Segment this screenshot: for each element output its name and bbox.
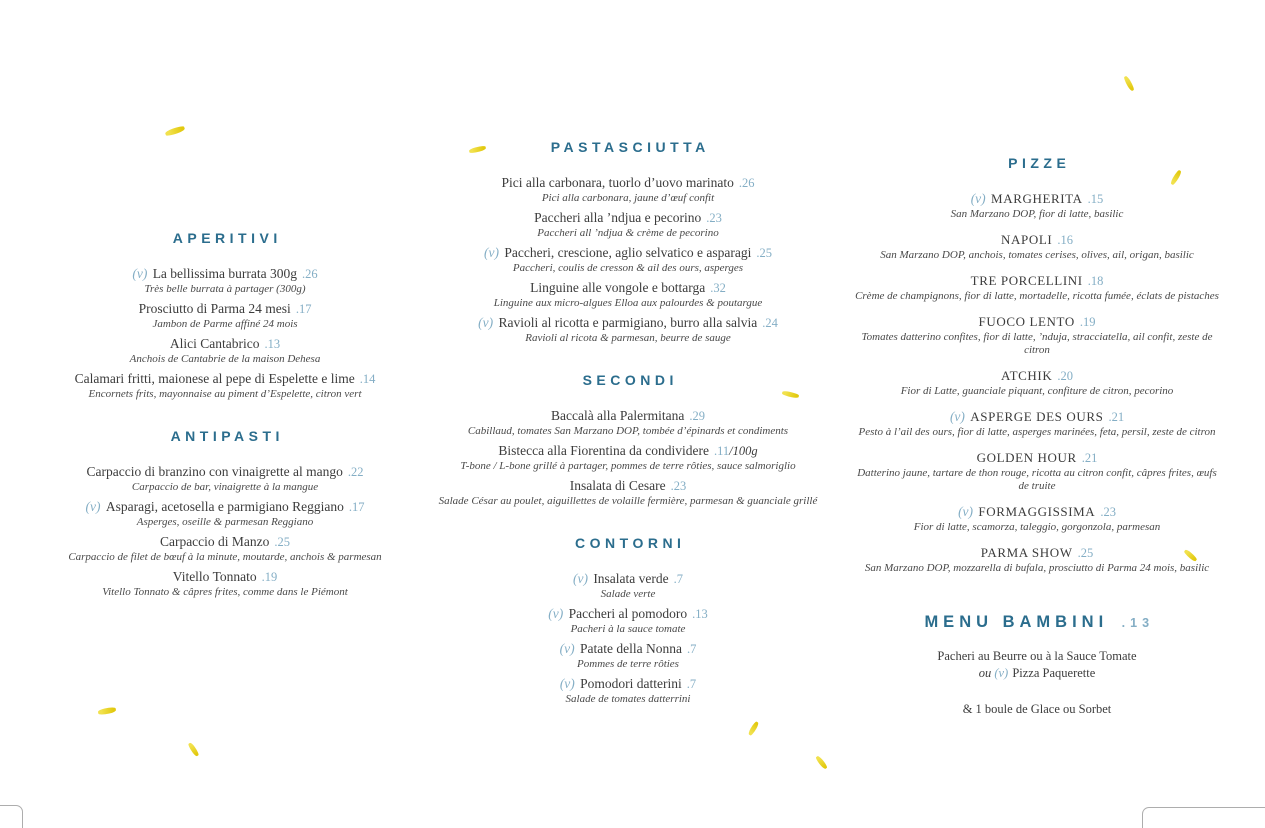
dish-price: .29 — [689, 409, 706, 423]
dish-name: Pici alla carbonara, tuorlo d’uovo marinato — [501, 175, 734, 190]
dish-name: GOLDEN HOUR — [976, 450, 1077, 465]
menu-item — [428, 210, 828, 240]
vegetarian-marker: (v) — [484, 245, 503, 260]
dish-price: .7 — [673, 572, 684, 586]
menu-item — [428, 175, 828, 205]
bambini-text: ou — [978, 666, 995, 680]
dish-description: Paccheri all ’ndjua & crème de pecorino — [537, 227, 719, 239]
dish-description: Très belle burrata à partager (300g) — [144, 283, 306, 295]
dish-name-line — [428, 606, 828, 622]
vegetarian-marker: (v) — [970, 191, 990, 206]
section-pizze — [852, 155, 1222, 575]
dish-name-line — [428, 641, 828, 657]
dish-name-line — [25, 569, 425, 585]
vegetarian-marker: (v) — [132, 266, 151, 281]
menu-item — [428, 571, 828, 601]
dish-name-line — [428, 478, 828, 494]
dish-price: .32 — [710, 281, 726, 295]
menu-item — [852, 504, 1222, 534]
section-antipasti — [25, 428, 425, 599]
dish-name: Asparagi, acetosella e parmigiano Reggiano — [105, 499, 344, 514]
dish-price: .15 — [1087, 192, 1104, 206]
dish-price: .19 — [1079, 315, 1096, 329]
vegetarian-marker: (v) — [994, 666, 1012, 680]
dish-name-line — [852, 368, 1222, 384]
bambini-line — [852, 649, 1222, 664]
dish-price: .23 — [706, 211, 722, 225]
dish-price: .7 — [686, 642, 697, 656]
dish-description: Linguine aux micro-algues Elloa aux palourdes & poutargue — [493, 297, 763, 309]
bambini-text: & 1 boule de Glace ou Sorbet — [962, 702, 1112, 716]
dish-price: .21 — [1081, 451, 1098, 465]
bambini-title: MENU BAMBINI .13 — [924, 613, 1155, 631]
vegetarian-marker: (v) — [572, 571, 592, 586]
dish-name-line — [852, 191, 1222, 207]
section-pastasciutta — [428, 139, 828, 345]
menu-item — [25, 371, 425, 401]
dish-description: Fior di latte, scamorza, taleggio, gorgonzola, parmesan — [913, 521, 1161, 533]
section-secondi — [428, 372, 828, 508]
dish-description: San Marzano DOP, mozzarella di bufala, prosciutto di Parma 24 mois, basilic — [864, 562, 1210, 574]
menu-item — [852, 273, 1222, 303]
dish-price: .22 — [347, 465, 364, 479]
dish-description: Anchois de Cantabrie de la maison Dehesa — [129, 353, 321, 365]
dish-description: Jambon de Parme affiné 24 mois — [152, 318, 298, 330]
petal-decoration — [187, 741, 200, 756]
dish-name-line — [428, 280, 828, 296]
dish-name: Patate della Nonna — [580, 641, 682, 656]
dish-price: .19 — [261, 570, 278, 584]
dish-name: ATCHIK — [1001, 368, 1053, 383]
dish-description: Cabillaud, tomates San Marzano DOP, tombée d’épinards et condiments — [467, 425, 789, 437]
dish-name: Paccheri al pomodoro — [568, 606, 688, 621]
vegetarian-marker: (v) — [548, 606, 567, 621]
dish-name: NAPOLI — [1001, 232, 1053, 247]
dish-name: Paccheri, crescione, aglio selvatico e asparagi — [504, 245, 752, 260]
dish-name: Insalata verde — [593, 571, 669, 586]
dish-name-line — [852, 504, 1222, 520]
dish-name-line — [25, 499, 425, 515]
dish-name-line — [852, 450, 1222, 466]
dish-name: Ravioli al ricotta e parmigiano, burro alla salvia — [498, 315, 758, 330]
dish-name-line — [428, 245, 828, 261]
dish-description: San Marzano DOP, fior di latte, basilic — [950, 208, 1124, 220]
dish-name-line — [25, 301, 425, 317]
dish-name-line — [852, 409, 1222, 425]
menu-column-right — [852, 155, 1222, 717]
dish-name: Paccheri alla ’ndjua e pecorino — [534, 210, 702, 225]
menu-item — [428, 443, 828, 473]
dish-name-line — [428, 315, 828, 331]
dish-description: Datterino jaune, tartare de thon rouge, ricotta au citron confit, câpres frites, œufs de truite — [857, 467, 1217, 492]
menu-item — [25, 499, 425, 529]
dish-price: .16 — [1057, 233, 1073, 247]
dish-price: .20 — [1057, 369, 1073, 383]
section-menu-bambini — [852, 613, 1222, 717]
dish-price: .25 — [1077, 546, 1094, 560]
dish-name-line — [25, 371, 425, 387]
pastasciutta-title: PASTASCIUTTA — [550, 139, 710, 155]
dish-name: MARGHERITA — [991, 191, 1083, 206]
dish-price: .23 — [670, 479, 687, 493]
petal-decoration — [814, 755, 827, 770]
dish-price: .18 — [1087, 274, 1104, 288]
dish-name: Alici Cantabrico — [169, 336, 260, 351]
dish-name: Bistecca alla Fiorentina da condividere — [498, 443, 709, 458]
vegetarian-marker: (v) — [478, 315, 497, 330]
menu-item — [852, 191, 1222, 221]
dish-name-line — [852, 545, 1222, 561]
dish-price: .26 — [738, 176, 755, 190]
menu-item — [25, 464, 425, 494]
dish-name: Pomodori datterini — [580, 676, 682, 691]
dish-name: Linguine alle vongole e bottarga — [530, 280, 706, 295]
menu-item — [428, 245, 828, 275]
menu-column-middle — [428, 139, 828, 733]
dish-name: FUOCO LENTO — [978, 314, 1075, 329]
dish-name-line — [428, 676, 828, 692]
dish-description: Asperges, oseille & parmesan Reggiano — [136, 516, 314, 528]
antipasti-title: ANTIPASTI — [170, 428, 284, 444]
menu-item — [25, 534, 425, 564]
dish-name-line — [852, 314, 1222, 330]
dish-price: .25 — [274, 535, 291, 549]
menu-item — [852, 314, 1222, 357]
dish-description: Pesto à l’ail des ours, fior di latte, asperges marinées, feta, persil, zeste de citron — [858, 426, 1216, 438]
menu-item — [428, 676, 828, 706]
dish-description: Salade verte — [600, 588, 656, 600]
secondi-title: SECONDI — [582, 372, 678, 388]
menu-item — [852, 232, 1222, 262]
dish-name-line — [25, 464, 425, 480]
dish-description: Encornets frits, mayonnaise au piment d’Espelette, citron vert — [88, 388, 362, 400]
menu-item — [428, 478, 828, 508]
dish-description: Fior di Latte, guanciale piquant, confiture de citron, pecorino — [900, 385, 1174, 397]
dish-description: T-bone / L-bone grillé à partager, pommes de terre rôties, sauce salmoriglio — [460, 460, 796, 472]
dish-name-line — [852, 273, 1222, 289]
dish-price: .21 — [1108, 410, 1125, 424]
dish-name-line — [25, 534, 425, 550]
vegetarian-marker: (v) — [559, 676, 579, 691]
menu-item — [852, 368, 1222, 398]
dish-description: Paccheri, coulis de cresson & ail des ours, asperges — [512, 262, 744, 274]
petal-decoration — [1123, 75, 1135, 91]
dish-name: PARMA SHOW — [980, 545, 1073, 560]
dish-description: Ravioli al ricota & parmesan, beurre de sauge — [525, 332, 731, 344]
dish-price: .7 — [686, 677, 697, 691]
dish-name-line — [428, 408, 828, 424]
dish-name-line — [428, 175, 828, 191]
dish-description: Salade de tomates datterrini — [565, 693, 691, 705]
bambini-text: Pizza Paquerette — [1012, 666, 1096, 680]
dish-price: .13 — [264, 337, 281, 351]
dish-name: Prosciutto di Parma 24 mesi — [138, 301, 291, 316]
dish-price: .11 — [714, 444, 730, 458]
section-aperitivi — [25, 230, 425, 401]
dish-description: Tomates datterino confites, fior di latte, ’nduja, stracciatella, ail confit, zeste de citron — [861, 331, 1213, 356]
dish-description: Salade César au poulet, aiguillettes de volaille fermière, parmesan & guanciale grillé — [438, 495, 818, 507]
dish-name: Carpaccio di branzino con vinaigrette al mango — [86, 464, 343, 479]
page-corner-mark — [1142, 807, 1265, 828]
menu-item — [428, 408, 828, 438]
menu-item — [428, 641, 828, 671]
menu-item — [428, 280, 828, 310]
dish-name-line — [428, 210, 828, 226]
petal-decoration — [165, 125, 186, 137]
dish-name-line — [852, 232, 1222, 248]
dish-price: .24 — [762, 316, 778, 330]
vegetarian-marker: (v) — [958, 504, 977, 519]
dish-price: .25 — [756, 246, 772, 260]
vegetarian-marker: (v) — [85, 499, 104, 514]
menu-item — [25, 266, 425, 296]
menu-item — [25, 569, 425, 599]
dish-price: .13 — [692, 607, 708, 621]
bambini-line — [852, 702, 1222, 717]
dish-description: San Marzano DOP, anchois, tomates cerises, olives, ail, origan, basilic — [880, 249, 1194, 261]
dish-name: Vitello Tonnato — [172, 569, 257, 584]
dish-description: Pici alla carbonara, jaune d’œuf confit — [541, 192, 715, 204]
dish-name-line — [428, 443, 828, 459]
dish-name-line — [25, 336, 425, 352]
dish-name: FORMAGGISSIMA — [978, 504, 1096, 519]
section-price: .13 — [1113, 616, 1155, 630]
dish-price: .23 — [1100, 505, 1116, 519]
menu-item — [852, 450, 1222, 493]
vegetarian-marker: (v) — [949, 409, 969, 424]
dish-name: La bellissima burrata 300g — [152, 266, 298, 281]
dish-price: .14 — [359, 372, 376, 386]
dish-description: Carpaccio de bar, vinaigrette à la mangue — [131, 481, 319, 493]
dish-price: .17 — [348, 500, 365, 514]
menu-item — [852, 545, 1222, 575]
dish-description: Carpaccio de filet de bœuf à la minute, moutarde, anchois & parmesan — [68, 551, 382, 563]
aperitivi-title: APERITIVI — [172, 230, 282, 246]
bambini-line — [852, 666, 1222, 681]
vegetarian-marker: (v) — [559, 641, 578, 656]
menu-item — [852, 409, 1222, 439]
menu-item — [428, 315, 828, 345]
menu-item — [25, 336, 425, 366]
dish-name: ASPERGE DES OURS — [970, 409, 1104, 424]
dish-description: Crème de champignons, fior di latte, mortadelle, ricotta fumée, éclats de pistaches — [855, 290, 1219, 302]
menu-column-left — [25, 230, 425, 626]
dish-price: .17 — [295, 302, 312, 316]
pizze-title: PIZZE — [1008, 155, 1071, 171]
dish-name: TRE PORCELLINI — [970, 273, 1083, 288]
contorni-title: CONTORNI — [575, 535, 686, 551]
menu-item — [428, 606, 828, 636]
dish-name-line — [25, 266, 425, 282]
bambini-text: Pacheri au Beurre ou à la Sauce Tomate — [937, 649, 1137, 663]
menu-item — [25, 301, 425, 331]
dish-name: Carpaccio di Manzo — [159, 534, 270, 549]
dish-description: Pacheri à la sauce tomate — [570, 623, 686, 635]
section-contorni — [428, 535, 828, 706]
dish-description: Vitello Tonnato & câpres frites, comme dans le Piémont — [102, 586, 348, 598]
dish-name: Calamari fritti, maionese al pepe di Espelette e lime — [74, 371, 355, 386]
dish-price: .26 — [302, 267, 318, 281]
dish-name-line — [428, 571, 828, 587]
petal-decoration — [98, 706, 117, 716]
dish-name: Insalata di Cesare — [569, 478, 666, 493]
dish-name: Baccalà alla Palermitana — [550, 408, 685, 423]
page-corner-mark — [0, 805, 23, 828]
dish-description: Pommes de terre rôties — [577, 658, 679, 670]
price-unit: /100g — [729, 444, 758, 458]
